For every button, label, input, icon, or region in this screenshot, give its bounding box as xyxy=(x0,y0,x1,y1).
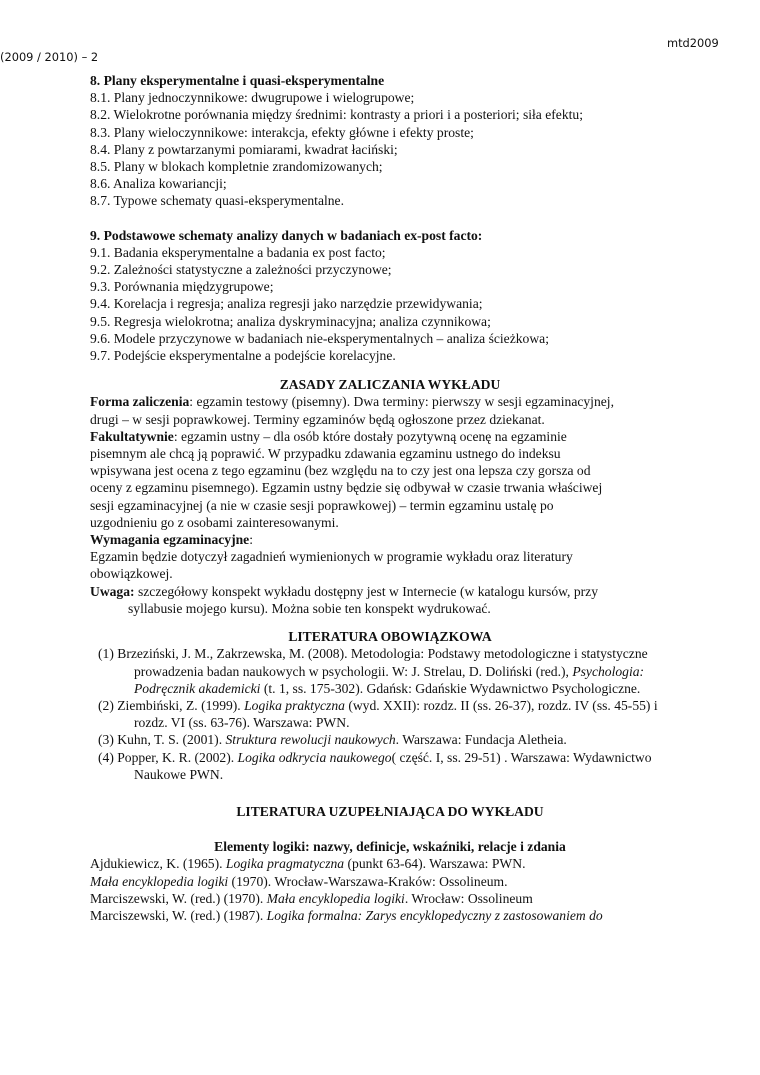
wymagania-line: Wymagania egzaminacyjne: xyxy=(90,532,253,548)
section-9-item: 9.2. Zależności statystyczne a zależności przyczynowe; xyxy=(90,262,392,278)
section-9-item: 9.3. Porównania międzygrupowe; xyxy=(90,279,274,295)
reference-item: (1) Brzeziński, J. M., Zakrzewska, M. (2008). Metodologia: Podstawy metodologiczne i statystyczne prowadzenia badan naukowych w psychologii. W: J. Strelau, D. Doliński (red.), Psychologia: Podręcznik akademicki (t. 1, ss. 175-302). Gdańsk: Gdańskie Wydawnictwo Psychologiczne. xyxy=(98,646,648,696)
uwaga-line: syllabusie mojego kursu). Można sobie ten konspekt wydrukować. xyxy=(128,600,491,616)
wymagania-text: Egzamin będzie dotyczył zagadnień wymienionych w programie wykładu oraz literatury xyxy=(90,549,573,565)
reference-item: (3) Kuhn, T. S. (2001). Struktura rewolucji naukowych. Warszawa: Fundacja Aletheia. xyxy=(98,732,567,748)
section-9-item: 9.7. Podejście eksperymentalne a podejście korelacyjne. xyxy=(90,348,396,364)
supplementary-reference: Marciszewski, W. (red.) (1970). Mała encyklopedia logiki. Wrocław: Ossolineum xyxy=(90,890,533,906)
uwaga-line: Uwaga: szczegółowy konspekt wykładu dostępny jest w Internecie (w katalogu kursów, przy xyxy=(90,583,599,599)
section-9-item: 9.5. Regresja wielokrotna; analiza dyskryminacyjna; analiza czynnikowa; xyxy=(90,313,491,329)
reference-item: (4) Popper, K. R. (2002). Logika odkrycia naukowego( część. I, ss. 29-51) . Warszawa: Wydawnictwo Naukowe PWN. xyxy=(98,749,652,782)
section-8-item: 8.3. Plany wieloczynnikowe: interakcja, efekty główne i efekty proste; xyxy=(90,124,474,140)
document-body xyxy=(90,72,690,924)
supplementary-reference: Marciszewski, W. (red.) (1987). Logika formalna: Zarys encyklopedyczny z zastosowaniem do xyxy=(90,907,603,923)
fakultatywnie-line: Fakultatywnie: egzamin ustny – dla osób które dostały pozytywną ocenę na egzaminie xyxy=(90,428,567,444)
section-9-item: 9.4. Korelacja i regresja; analiza regresji jako narzędzie przewidywania; xyxy=(90,296,483,312)
section-9-item: 9.1. Badania eksperymentalne a badania ex post facto; xyxy=(90,244,386,260)
section-8-item: 8.6. Analiza kowariancji; xyxy=(90,176,227,192)
uwaga-label: Uwaga: xyxy=(90,583,135,599)
fakultatywnie-line: oceny z egzaminu pisemnego). Egzamin ustny będzie się odbywał w czasie trwania właściwej xyxy=(90,480,603,496)
fakultatywnie-line: pisemnym ale chcą ją poprawić. W przypadku zdawania egzaminu ustnego do indeksu xyxy=(90,446,561,462)
document-code-header: mtd2009 xyxy=(667,36,719,50)
reference-item: (2) Ziembiński, Z. (1999). Logika praktyczna (wyd. XXII): rozdz. II (ss. 26-37), rozdz. IV (ss. 45-55) i rozdz. VI (ss. 63-76). Warszawa: PWN. xyxy=(98,697,658,731)
wymagania-label: Wymagania egzaminacyjne xyxy=(90,532,250,548)
section-8-item: 8.5. Plany w blokach kompletnie zrandomizowanych; xyxy=(90,159,383,175)
fakultatywnie-line: wpisywana jest ocena z tego egzaminu (bez względu na to czy jest ona lepsza czy gorsza od xyxy=(90,463,591,479)
section-8-item: 8.4. Plany z powtarzanymi pomiarami, kwadrat łaciński; xyxy=(90,141,398,157)
section-8-item: 8.2. Wielokrotne porównania między średnimi: kontrasty a priori i a posteriori; siła efektu; xyxy=(90,107,583,123)
page-number-header: (2009 / 2010) – 2 xyxy=(0,50,99,64)
fakultatywnie-line: uzgodnieniu go z osobami zainteresowanymi. xyxy=(90,514,339,530)
literatura-obowiazkowa-heading: LITERATURA OBOWIĄZKOWA xyxy=(288,629,492,645)
section-9-title: 9. Podstawowe schematy analizy danych w badaniach ex-post facto: xyxy=(90,227,483,243)
logic-elements-subheading: Elementy logiki: nazwy, definicje, wskaźniki, relacje i zdania xyxy=(214,839,566,855)
section-8-item: 8.7. Typowe schematy quasi-eksperymentalne. xyxy=(90,193,344,209)
zasady-heading: ZASADY ZALICZANIA WYKŁADU xyxy=(279,377,501,393)
section-8-title: 8. Plany eksperymentalne i quasi-eksperymentalne xyxy=(90,73,385,88)
forma-zaliczenia-line: Forma zaliczenia: egzamin testowy (pisemny). Dwa terminy: pierwszy w sesji egzaminacyjnej, xyxy=(90,394,614,410)
fakultatywnie-label: Fakultatywnie xyxy=(90,428,174,444)
supplementary-reference: Mała encyklopedia logiki (1970). Wrocław-Warszawa-Kraków: Ossolineum. xyxy=(90,873,508,889)
wymagania-text: obowiązkowej. xyxy=(90,566,173,582)
section-9-item: 9.6. Modele przyczynowe w badaniach nie-eksperymentalnych – analiza ścieżkowa; xyxy=(90,330,549,346)
forma-zaliczenia-line: drugi – w sesji poprawkowej. Terminy egzaminów będą ogłoszone przez dziekanat. xyxy=(90,411,545,427)
literatura-uzupelniajaca-heading: LITERATURA UZUPEŁNIAJĄCA DO WYKŁADU xyxy=(236,803,544,819)
fakultatywnie-line: sesji egzaminacyjnej (a nie w czasie sesji poprawkowej) – termin egzaminu ustalę po xyxy=(90,497,554,513)
forma-zaliczenia-label: Forma zaliczenia xyxy=(90,394,190,410)
section-8-item: 8.1. Plany jednoczynnikowe: dwugrupowe i wielogrupowe; xyxy=(90,90,415,106)
supplementary-reference: Ajdukiewicz, K. (1965). Logika pragmatyczna (punkt 63-64). Warszawa: PWN. xyxy=(90,856,526,872)
